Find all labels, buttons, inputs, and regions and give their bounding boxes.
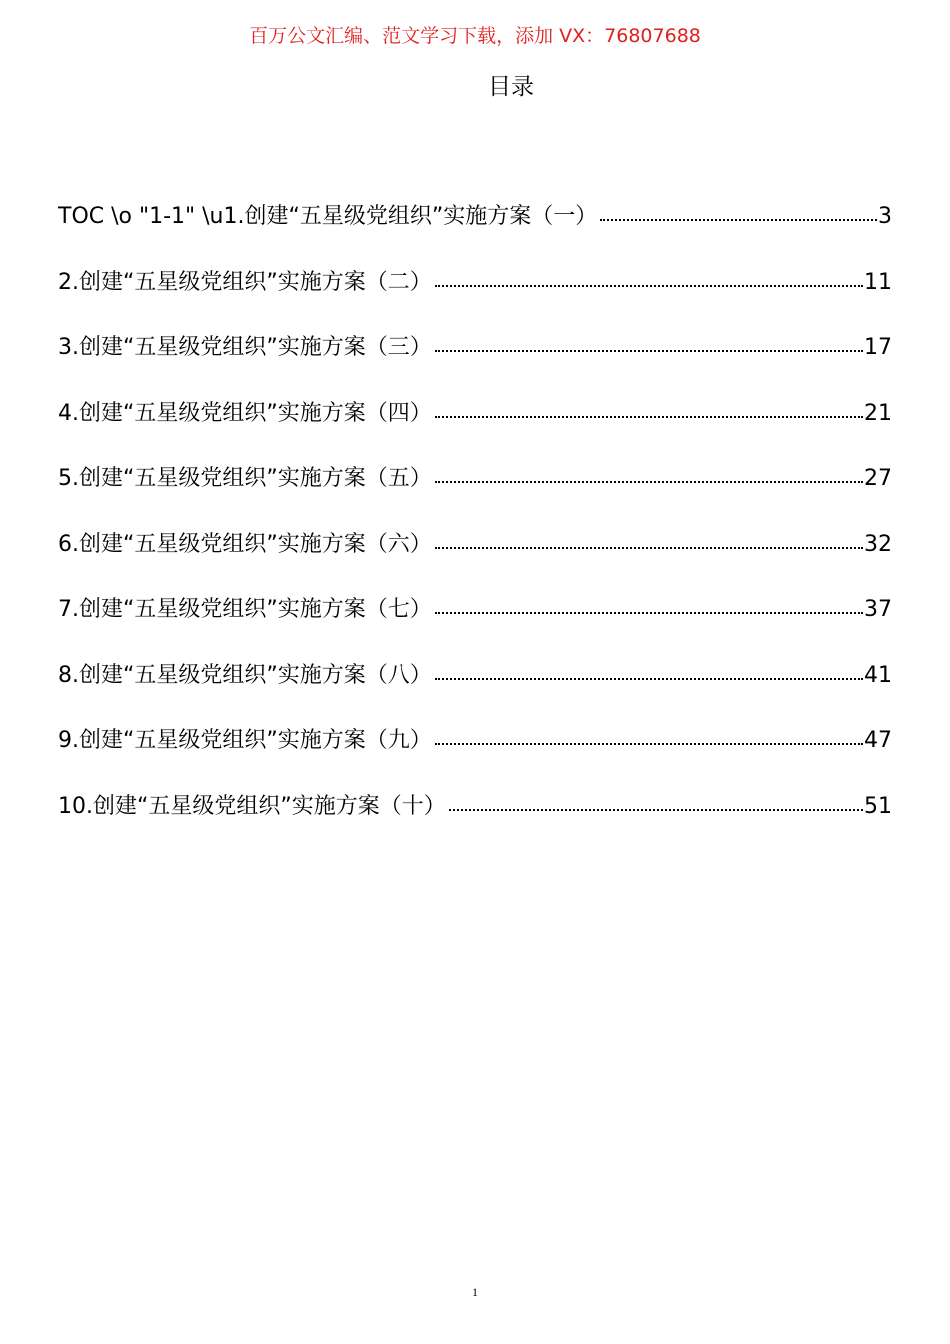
toc-entry[interactable]	[58, 462, 892, 528]
toc-entry[interactable]	[58, 659, 892, 725]
toc-leader-dots	[435, 349, 863, 352]
toc-entry-title: 7.创建“五星级党组织”实施方案（七）	[58, 597, 432, 622]
toc-entry[interactable]	[58, 266, 892, 332]
toc-entry-title: 9.创建“五星级党组织”实施方案（九）	[58, 728, 432, 753]
toc-leader-dots	[435, 611, 863, 614]
toc-entry-title: 4.创建“五星级党组织”实施方案（四）	[58, 400, 432, 426]
toc-leader-dots	[435, 677, 863, 680]
toc-page-number: 27	[864, 466, 892, 491]
toc-page-number: 21	[864, 400, 892, 426]
toc-entry[interactable]	[58, 200, 892, 266]
toc-entry[interactable]	[58, 593, 892, 659]
toc-entry[interactable]	[58, 790, 892, 856]
toc-entry-title: 6.创建“五星级党组织”实施方案（六）	[58, 531, 432, 557]
toc-leader-dots	[600, 218, 877, 221]
toc-entry[interactable]	[58, 331, 892, 397]
toc-entry-title: 5.创建“五星级党组织”实施方案（五）	[58, 466, 432, 491]
toc-page-number: 41	[864, 662, 892, 688]
page-number: 1	[472, 1285, 478, 1299]
toc-page-number: 37	[864, 597, 892, 622]
toc-leader-dots	[435, 415, 863, 418]
toc-page-number: 32	[864, 531, 892, 557]
toc-entry-title: 8.创建“五星级党组织”实施方案（八）	[58, 662, 432, 688]
toc-page-number: 17	[864, 335, 892, 360]
page-title: 目录	[488, 74, 534, 100]
toc-entry[interactable]	[58, 397, 892, 463]
table-of-contents	[58, 200, 892, 855]
toc-leader-dots	[435, 480, 863, 483]
toc-page-number: 51	[864, 793, 892, 819]
toc-entry-title: 3.创建“五星级党组织”实施方案（三）	[58, 335, 432, 360]
toc-leader-dots	[449, 808, 863, 811]
toc-leader-dots	[435, 546, 863, 549]
toc-page-number: 11	[864, 269, 892, 295]
toc-leader-dots	[435, 742, 863, 745]
header-note: 百万公文汇编、范文学习下载，添加 VX：76807688	[249, 25, 701, 47]
toc-entry-title: TOC \o "1-1" \u1.创建“五星级党组织”实施方案（一）	[58, 204, 598, 229]
toc-page-number: 47	[864, 728, 892, 753]
toc-entry-title: 2.创建“五星级党组织”实施方案（二）	[58, 269, 432, 295]
toc-entry-title: 10.创建“五星级党组织”实施方案（十）	[58, 793, 446, 819]
toc-page-number: 3	[878, 204, 892, 229]
toc-entry[interactable]	[58, 724, 892, 790]
toc-leader-dots	[435, 284, 863, 287]
toc-entry[interactable]	[58, 528, 892, 594]
